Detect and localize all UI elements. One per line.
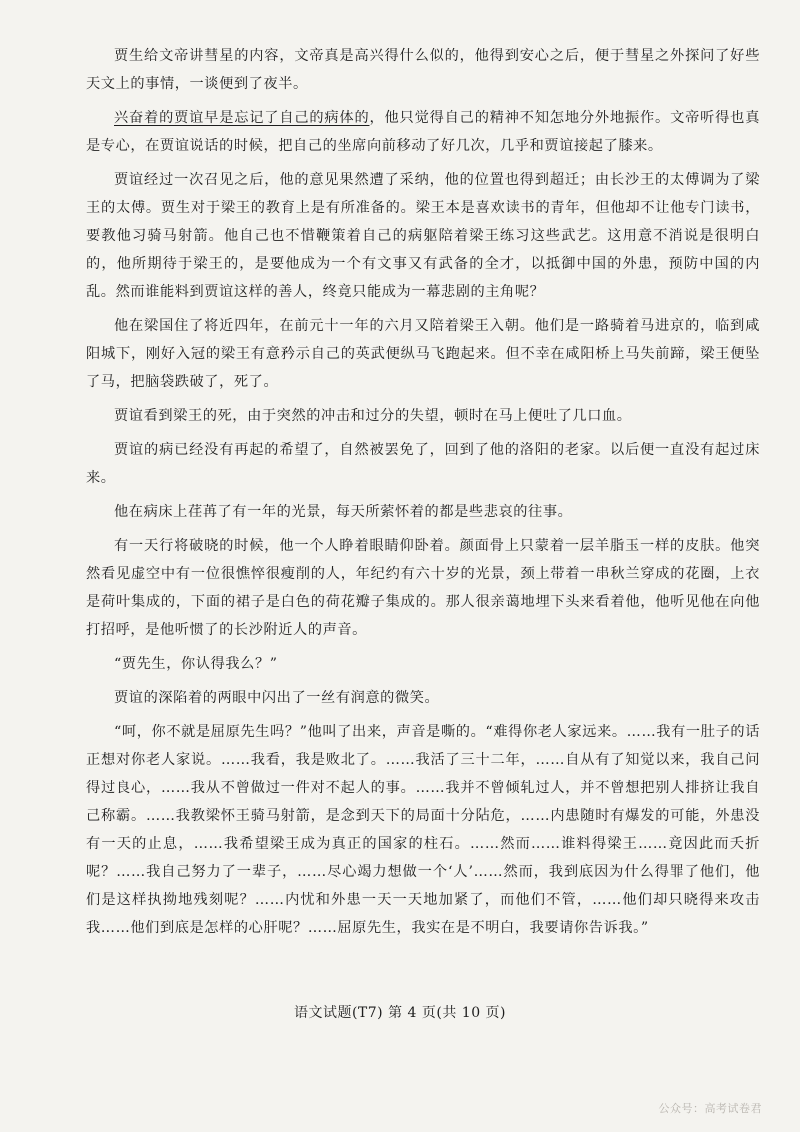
paragraph-4: 他在梁国住了将近四年，在前元十一年的六月又陪着梁王入朝。他们是一路骑着马进京的，临到咸阳城下，刚好入冠的梁王有意矜示自己的英武便纵马飞跑起来。但不幸在咸阳桥上马失前蹄，梁王便坠了马，把脑袋跌破了，死了。 [86,318,760,390]
paragraph-8: 有一天行将破晓的时候，他一个人睁着眼睛仰卧着。颜面骨上只蒙着一层羊脂玉一样的皮肤。他突然看见虚空中有一位很憔悴很瘦削的人，年纪约有六十岁的光景，颈上带着一串秋兰穿成的花圈，上衣是荷叶集成的，下面的裙子是白色的荷花瓣子集成的。那人很亲蔼地埋下头来看着他，他听见他在向他打招呼，是他听惯了的长沙附近人的声音。 [86,538,760,638]
underlined-phrase: 兴奋着的贾谊早是忘记了自己的病体的 [114,110,370,126]
paragraph-2 [86,104,760,160]
paragraph-1: 贾生给文帝讲彗星的内容，文帝真是高兴得什么似的，他得到安心之后，便于彗星之外探问了好些天文上的事情，一谈便到了夜半。 [86,48,760,92]
watermark: 公众号：高考试卷君 [658,1102,762,1115]
paragraph-9: “贾先生，你认得我么？” [114,656,278,672]
paragraph-7: 他在病床上荏苒了有一年的光景，每天所萦怀着的都是些悲哀的往事。 [114,504,573,520]
passage-body [86,42,760,942]
paragraph-2-rest: ，他只觉得自己的精神不知怎地分外地振作。文帝听得也真是专心，在贾谊说话的时候，把自己的坐席向前移动了好几次，几乎和贾谊接起了膝来。 [86,110,761,154]
paragraph-6: 贾谊的病已经没有再起的希望了，自然被罢免了，回到了他的洛阳的老家。以后便一直没有起过床来。 [86,442,760,486]
paragraph-3: 贾谊经过一次召见之后，他的意见果然遭了采纳，他的位置也得到超迁；由长沙王的太傅调为了梁王的太傅。贾生对于梁王的教育上是有所准备的。梁王本是喜欢读书的青年，但他却不让他专门读书，要教他习骑马射箭。他自己也不惜鞭策着自己的病躯陪着梁王练习这些武艺。这用意不消说是很明白的，他所期待于梁王的，是要他成为一个有文事又有武备的全才，以抵御中国的外患，预防中国的内乱。然而谁能料到贾谊这样的善人，终竟只能成为一幕悲剧的主角呢？ [86,172,760,300]
page-footer: 语文试题(T7) 第 4 页(共 10 页) [293,1005,507,1021]
paragraph-5: 贾谊看到梁王的死，由于突然的冲击和过分的失望，顿时在马上便吐了几口血。 [114,408,632,424]
paragraph-11: “呵，你不就是屈原先生吗？”他叫了出来，声音是嘶的。“难得你老人家远来。……我有一肚子的话正想对你老人家说。……我看，我是败北了。……我活了三十二年，……自从有了知觉以来，我自己问得过良心，……我从不曾做过一件对不起人的事。……我并不曾倾轧过人，并不曾想把别人排挤让我自己称霸。……我教梁怀王骑马射箭，是念到天下的局面十分阽危，……内患随时有爆发的可能，外患没有一天的止息，……我希望梁王成为真正的国家的柱石。……然而……谁料得梁王……竟因此而夭折呢？……我自己努力了一辈子，……尽心竭力想做一个‘人’……然而，我到底因为什么得罪了他们，他们是这样执拗地残刻呢？……内忧和外患一天一天地加紧了，而他们不管，……他们却只晓得来攻击我……他们到底是怎样的心肝呢？……屈原先生，我实在是不明白，我要请你告诉我。” [86,724,760,936]
paragraph-10: 贾谊的深陷着的两眼中闪出了一丝有润意的微笑。 [114,690,440,706]
